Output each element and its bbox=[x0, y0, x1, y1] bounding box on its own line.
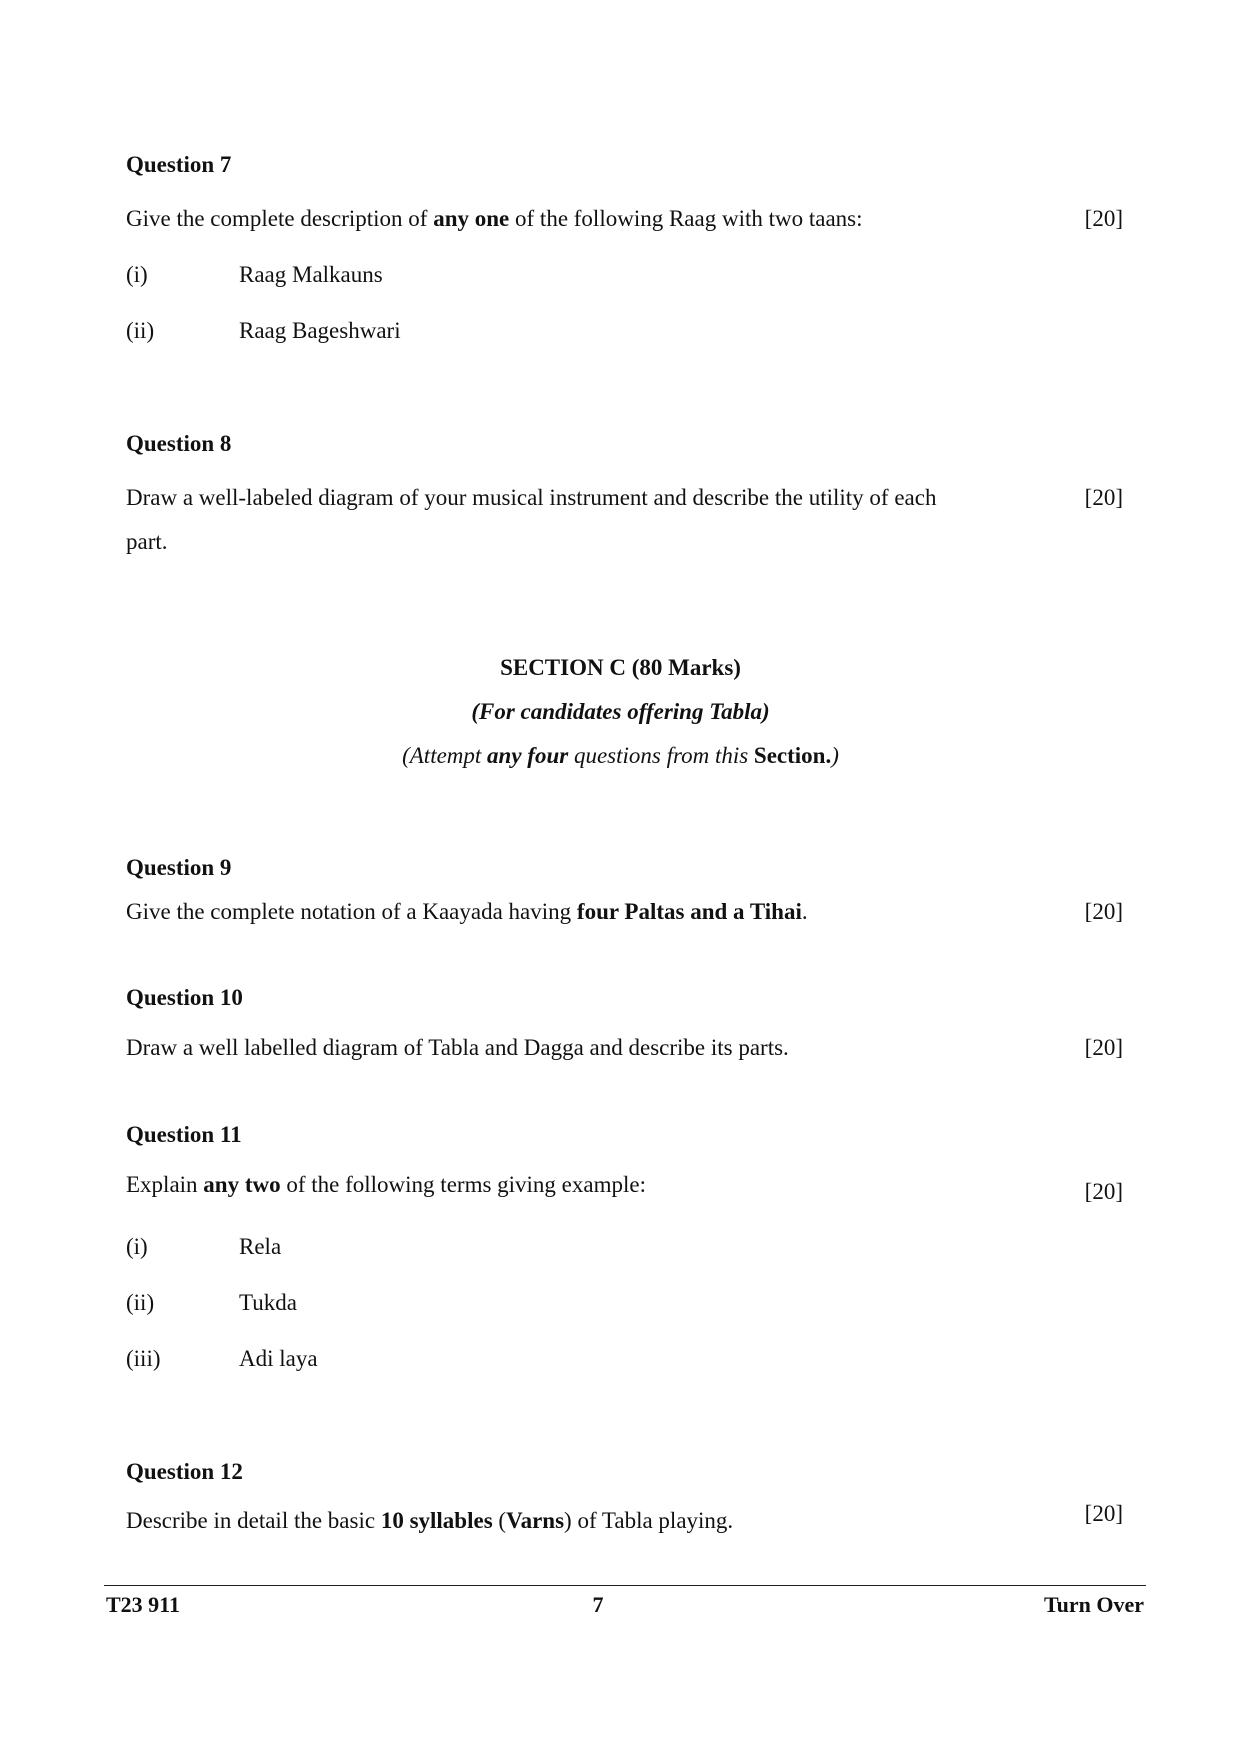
question-7-item-1-number: (i) bbox=[126, 262, 148, 287]
question-7-item-2-number: (ii) bbox=[126, 318, 155, 343]
question-12-heading: Question 12 bbox=[126, 1459, 243, 1484]
question-8-marks: [20] bbox=[1084, 485, 1123, 510]
footer-paper-code: T23 911 bbox=[106, 1592, 180, 1617]
question-12-text: Describe in detail the basic 10 syllables (Varns) of Tabla playing. bbox=[126, 1508, 734, 1533]
question-10-heading: Question 10 bbox=[126, 985, 243, 1010]
question-7-item-2-text: Raag Bageshwari bbox=[239, 318, 401, 343]
section-title: SECTION C (80 Marks) bbox=[500, 655, 741, 680]
question-11-item-1-number: (i) bbox=[126, 1234, 148, 1259]
question-11-text: Explain any two of the following terms giving example: bbox=[126, 1172, 646, 1197]
question-8-text-line-2: part. bbox=[126, 529, 168, 554]
question-11-item-2-number: (ii) bbox=[126, 1290, 155, 1315]
question-11-item-1-text: Rela bbox=[239, 1234, 282, 1259]
question-11-item-2-text: Tukda bbox=[239, 1290, 297, 1315]
question-9-heading: Question 9 bbox=[126, 855, 232, 880]
question-8-text-line-1: Draw a well-labeled diagram of your musical instrument and describe the utility of each bbox=[126, 485, 937, 510]
question-8-heading: Question 8 bbox=[126, 431, 232, 456]
section-subtitle: (For candidates offering Tabla) bbox=[471, 699, 770, 724]
footer-turn-over: Turn Over bbox=[1043, 1592, 1144, 1617]
question-7-marks: [20] bbox=[1084, 206, 1123, 231]
question-7-item-1-text: Raag Malkauns bbox=[239, 262, 383, 287]
question-11-item-3-text: Adi laya bbox=[239, 1346, 318, 1371]
question-10-text: Draw a well labelled diagram of Tabla and Dagga and describe its parts. bbox=[126, 1035, 789, 1060]
question-12-marks: [20] bbox=[1084, 1501, 1123, 1526]
question-11-heading: Question 11 bbox=[126, 1122, 242, 1147]
section-instruction: (Attempt any four questions from this Section.) bbox=[402, 743, 839, 768]
question-11-marks: [20] bbox=[1084, 1179, 1123, 1204]
question-9-text: Give the complete notation of a Kaayada having four Paltas and a Tihai. bbox=[126, 899, 808, 924]
question-10-marks: [20] bbox=[1084, 1035, 1123, 1060]
footer-page-number: 7 bbox=[592, 1592, 604, 1617]
question-7-text: Give the complete description of any one of the following Raag with two taans: bbox=[126, 206, 863, 231]
question-11-item-3-number: (iii) bbox=[126, 1346, 161, 1371]
question-7-heading: Question 7 bbox=[126, 152, 232, 177]
question-9-marks: [20] bbox=[1084, 899, 1123, 924]
footer-divider bbox=[104, 1585, 1146, 1586]
